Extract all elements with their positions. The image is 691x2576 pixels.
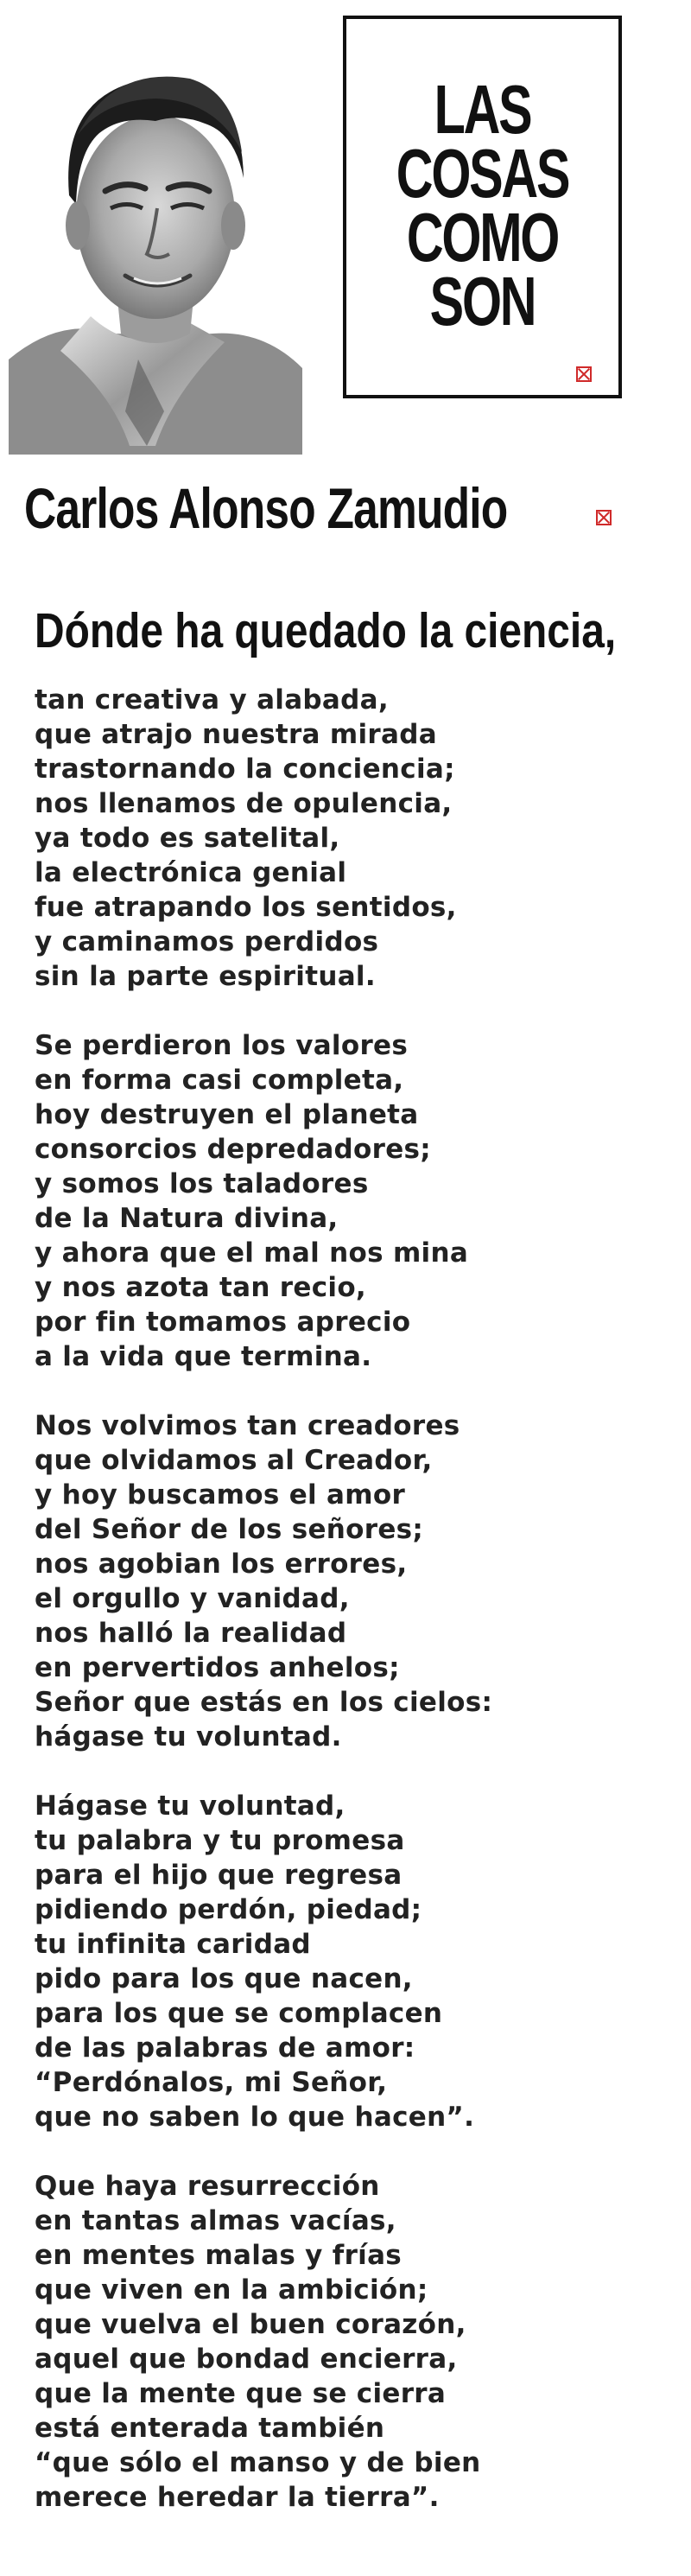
poem-line: tu infinita caridad xyxy=(35,1929,311,1960)
poem-line: de la Natura divina, xyxy=(35,1203,339,1234)
poem-line: pidiendo perdón, piedad; xyxy=(35,1894,422,1925)
poem-line: Que haya resurrección xyxy=(35,2171,380,2202)
poem-line: ya todo es satelital, xyxy=(35,823,340,854)
poem-stanza xyxy=(35,2169,674,2515)
poem-line: para los que se complacen xyxy=(35,1998,443,2029)
column-title xyxy=(382,71,583,340)
poem-line: Señor que estás en los cielos: xyxy=(35,1687,493,1718)
poem-line: en mentes malas y frías xyxy=(35,2240,403,2271)
author-photo xyxy=(9,31,302,455)
poem-line: y ahora que el mal nos mina xyxy=(35,1237,469,1269)
poem-line: nos halló la realidad xyxy=(35,1618,347,1649)
poem-stanza xyxy=(35,1409,674,1754)
poem-line: que viven en la ambición; xyxy=(35,2274,428,2306)
poem-line: el orgullo y vanidad, xyxy=(35,1583,350,1614)
boxed-x-icon xyxy=(576,366,592,382)
poem-line: en forma casi completa, xyxy=(35,1065,404,1096)
boxed-x-icon xyxy=(596,510,612,525)
column-title-line: COSAS xyxy=(396,135,569,212)
poem-line: tu palabra y tu promesa xyxy=(35,1825,405,1856)
poem-line: fue atrapando los sentidos, xyxy=(35,892,457,923)
column-title-line: COMO xyxy=(406,199,559,276)
poem-line: merece heredar la tierra”. xyxy=(35,2482,440,2513)
poem-line: “que sólo el manso y de bien xyxy=(35,2447,481,2478)
poem-line: hágase tu voluntad. xyxy=(35,1721,342,1752)
poem-stanza xyxy=(35,1028,674,1374)
poem-line: que atrajo nuestra mirada xyxy=(35,719,437,750)
poem-stanza xyxy=(35,1789,674,2134)
poem-line: nos llenamos de opulencia, xyxy=(35,788,453,819)
poem-line: pido para los que nacen, xyxy=(35,1963,413,1994)
poem-line: “Perdónalos, mi Señor, xyxy=(35,2067,388,2098)
poem-body xyxy=(35,683,674,2515)
poem-heading: Dónde ha quedado la ciencia, xyxy=(35,603,617,658)
poem-line: y somos los taladores xyxy=(35,1168,369,1199)
poem-line: y hoy buscamos el amor xyxy=(35,1479,406,1511)
poem-line: nos agobian los errores, xyxy=(35,1549,408,1580)
column-title-box xyxy=(343,16,622,398)
author-portrait-image xyxy=(9,31,302,455)
author-byline xyxy=(24,474,681,543)
poem-line: está enterada también xyxy=(35,2413,385,2444)
poem-line: y caminamos perdidos xyxy=(35,926,379,957)
column-header xyxy=(0,0,691,467)
poem-line: aquel que bondad encierra, xyxy=(35,2344,458,2375)
poem-line: para el hijo que regresa xyxy=(35,1860,403,1891)
poem-stanza xyxy=(35,683,674,994)
poem xyxy=(35,601,674,2549)
poem-line: a la vida que termina. xyxy=(35,1341,372,1372)
poem-line: que no saben lo que hacen”. xyxy=(35,2102,475,2133)
poem-line: que vuelva el buen corazón, xyxy=(35,2309,466,2340)
poem-line: Nos volvimos tan creadores xyxy=(35,1410,460,1441)
poem-line: por fin tomamos aprecio xyxy=(35,1307,411,1338)
poem-line: Se perdieron los valores xyxy=(35,1030,409,1061)
poem-line: que olvidamos al Creador, xyxy=(35,1445,433,1476)
poem-line: en tantas almas vacías, xyxy=(35,2205,396,2236)
poem-line: y nos azota tan recio, xyxy=(35,1272,366,1303)
column-title-line: SON xyxy=(429,263,536,340)
poem-line: sin la parte espiritual. xyxy=(35,961,376,992)
poem-line: Hágase tu voluntad, xyxy=(35,1790,346,1822)
poem-line: tan creativa y alabada, xyxy=(35,684,389,716)
poem-line: del Señor de los señores; xyxy=(35,1514,424,1545)
poem-line: la electrónica genial xyxy=(35,857,347,888)
column-title-line: LAS xyxy=(434,71,531,148)
poem-line: de las palabras de amor: xyxy=(35,2032,415,2064)
author-name: Carlos Alonso Zamudio xyxy=(24,476,508,540)
poem-line: en pervertidos anhelos; xyxy=(35,1652,400,1683)
poem-line: trastornando la conciencia; xyxy=(35,754,455,785)
poem-line: consorcios depredadores; xyxy=(35,1134,432,1165)
poem-line: hoy destruyen el planeta xyxy=(35,1099,419,1130)
poem-line: que la mente que se cierra xyxy=(35,2378,447,2409)
